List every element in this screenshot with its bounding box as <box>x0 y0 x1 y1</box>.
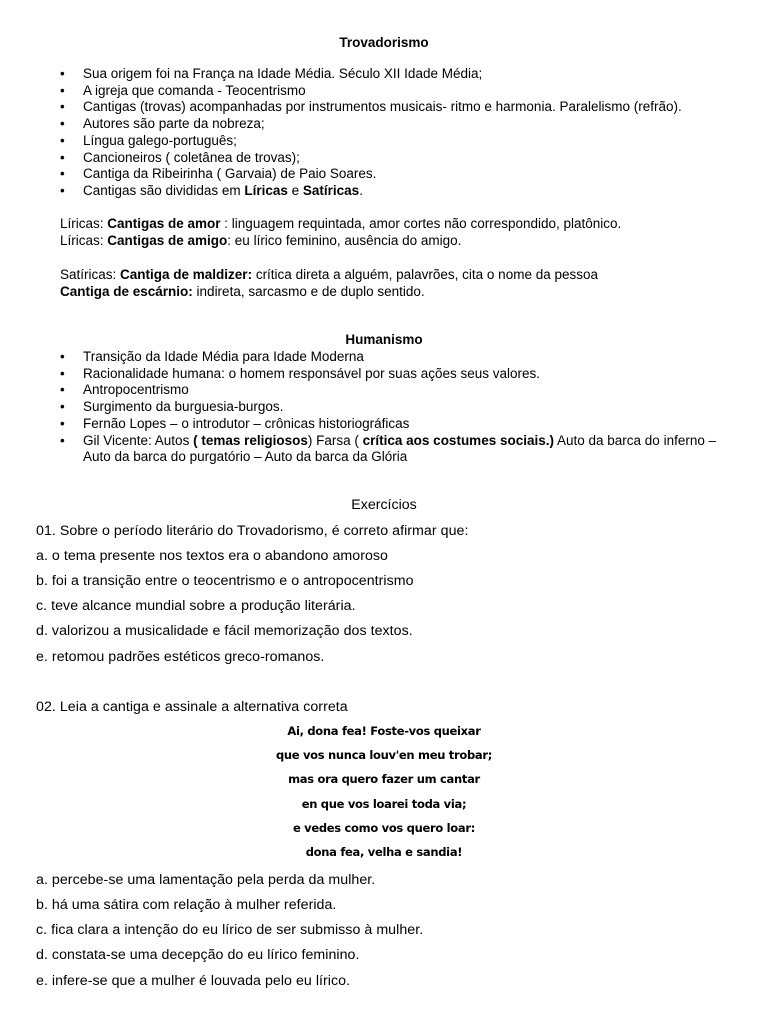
poem-line: dona fea, velha e sandia! <box>305 845 463 859</box>
list-item: • Autores são parte da nobreza; <box>60 116 740 133</box>
term: Cantiga de escárnio: <box>60 284 193 299</box>
text-run: e <box>287 182 303 198</box>
list-item: • Racionalidade humana: o homem responsável por suas ações seus valores. <box>60 366 740 383</box>
question-2: 02. Leia a cantiga e assinale a alternativa correta <box>36 699 348 715</box>
list-item: • Surgimento da burguesia-burgos. <box>60 399 740 416</box>
list-item: • Sua origem foi na França na Idade Média. Século XII Idade Média; <box>60 66 740 83</box>
q1-option-b: b. foi a transição entre o teocentrismo e o antropocentrismo <box>36 573 414 589</box>
list-item: • Fernão Lopes – o introdutor – crônicas historiográficas <box>60 416 740 433</box>
poem-line: que vos nunca louv'en meu trobar; <box>275 748 493 762</box>
q2-option-b: b. há uma sátira com relação à mulher referida. <box>36 897 337 913</box>
humanismo-title: Humanismo <box>345 332 423 347</box>
humanismo-list <box>60 349 740 466</box>
text-run: Gil Vicente: Autos <box>83 432 194 448</box>
term: Cantigas de amor <box>107 216 221 231</box>
list-item: • Cantigas (trovas) acompanhadas por instrumentos musicais- ritmo e harmonia. Paralelismo (refrão). <box>60 99 740 116</box>
list-item <box>60 183 740 200</box>
q1-option-a: a. o tema presente nos textos era o abandono amoroso <box>36 548 388 564</box>
label: Líricas: <box>60 216 108 231</box>
list-item: • Cantiga da Ribeirinha ( Garvaia) de Paio Soares. <box>60 166 740 183</box>
definition: : linguagem requintada, amor cortes não correspondido, platônico. <box>220 216 622 231</box>
q2-option-e: e. infere-se que a mulher é louvada pelo eu lírico. <box>36 973 351 989</box>
q1-option-e: e. retomou padrões estéticos greco-romanos. <box>36 649 325 665</box>
q2-option-c: c. fica clara a intenção do eu lírico de ser submisso à mulher. <box>36 922 424 938</box>
question-1: 01. Sobre o período literário do Trovadorismo, é correto afirmar que: <box>36 523 469 539</box>
term: Cantiga de maldizer: <box>120 267 253 282</box>
liricas-amor-line <box>60 216 621 233</box>
list-item: • Cancioneiros ( coletânea de trovas); <box>60 150 740 167</box>
q1-option-c: c. teve alcance mundial sobre a produção literária. <box>36 598 356 614</box>
satiricas-maldizer-line <box>60 267 598 284</box>
q2-option-a: a. percebe-se uma lamentação pela perda da mulher. <box>36 872 376 888</box>
poem-line: e vedes como vos quero loar: <box>292 821 476 835</box>
text-run: Cantigas são divididas em <box>83 182 245 198</box>
list-item: • A igreja que comanda - Teocentrismo <box>60 83 740 100</box>
poem-line: en que vos loarei toda via; <box>301 797 467 811</box>
text-run: ) Farsa ( <box>307 432 363 448</box>
definition: crítica direta a alguém, palavrões, cita o nome da pessoa <box>252 267 598 282</box>
definition: indireta, sarcasmo e de duplo sentido. <box>192 284 425 299</box>
trovadorismo-list <box>60 66 740 200</box>
definition: : eu lírico feminino, ausência do amigo. <box>227 233 462 248</box>
liricas-amigo-line <box>60 233 461 250</box>
term: Cantigas de amigo <box>107 233 228 248</box>
list-item <box>60 433 740 466</box>
text-run: Auto da barca do inferno – Auto da barca do purgatório – Auto da barca da Glória <box>83 432 717 465</box>
list-item: • Língua galego-português; <box>60 133 740 150</box>
q2-option-d: d. constata-se uma decepção do eu lírico feminino. <box>36 947 360 963</box>
poem-line: mas ora quero fazer um cantar <box>288 772 480 786</box>
list-item: • Antropocentrismo <box>60 382 740 399</box>
poem-line: Ai, dona fea! Foste-vos queixar <box>287 724 481 738</box>
exercicios-title: Exercícios <box>351 497 417 513</box>
text-run: . <box>359 182 363 198</box>
bold-satiricas: Satíricas <box>302 182 360 198</box>
q1-option-d: d. valorizou a musicalidade e fácil memorização dos textos. <box>36 623 413 639</box>
list-item: • Transição da Idade Média para Idade Moderna <box>60 349 740 366</box>
bold-critica-costumes: crítica aos costumes sociais.) <box>362 432 554 448</box>
label: Satíricas: <box>60 267 121 282</box>
trovadorismo-title: Trovadorismo <box>339 35 429 50</box>
bold-liricas: Líricas <box>244 182 288 198</box>
escarnio-line <box>60 284 425 301</box>
bold-temas-religiosos: ( temas religiosos <box>193 432 308 448</box>
label: Líricas: <box>60 233 108 248</box>
